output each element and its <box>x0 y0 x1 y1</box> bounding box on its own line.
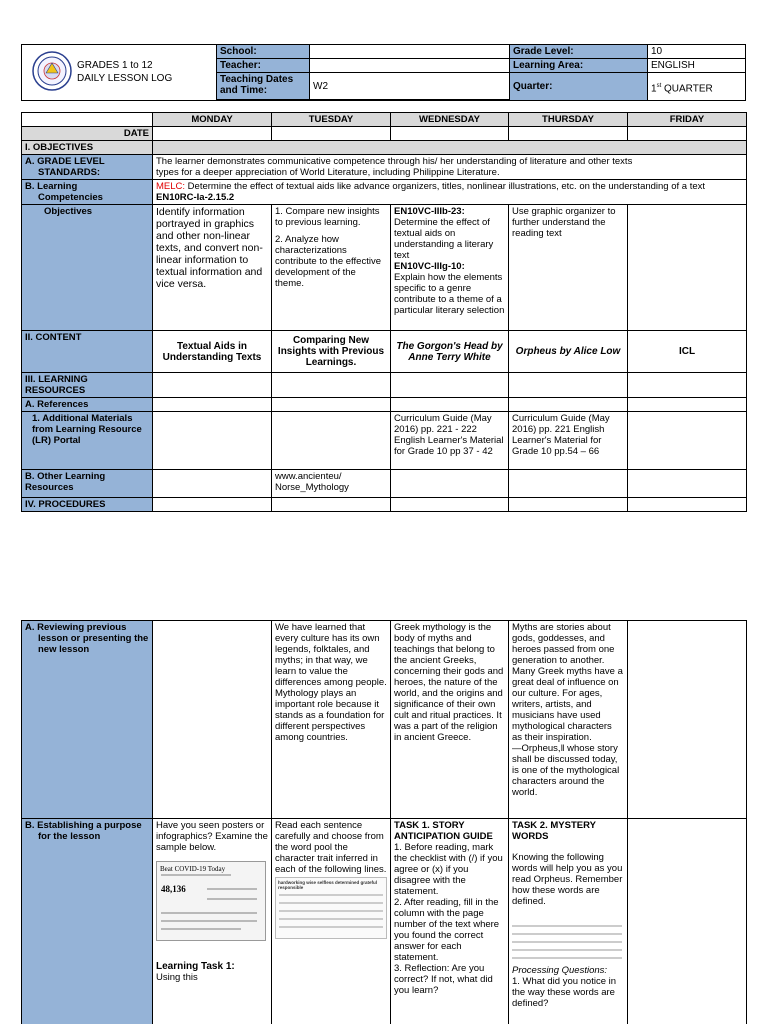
word-pool-line <box>279 910 383 912</box>
purpose-wed-task: TASK 1. STORY ANTICIPATION GUIDE <box>394 820 493 842</box>
add-fri <box>628 412 747 470</box>
dates-value: W2 <box>310 73 510 100</box>
objectives-wed-text2: Explain how the elements specific to a genre contribute to a theme of a particular literary selection <box>394 272 505 316</box>
objectives-heading: I. OBJECTIVES <box>22 141 153 155</box>
purpose-row <box>22 819 747 1024</box>
proc-thu <box>509 498 628 512</box>
content-tue-text: Comparing New Insights with Previous Learnings <box>277 335 385 368</box>
objectives-heading-fill <box>153 141 747 155</box>
other-resources-row <box>22 470 747 498</box>
objectives-wed-code1: EN10VC-IIIb-23: <box>394 206 465 217</box>
date-wed <box>391 127 509 141</box>
grade-standards-text-1: The learner demonstrates communicative competence through his/ her understanding of literature and other texts <box>156 156 633 167</box>
proc-wed <box>391 498 509 512</box>
purpose-mon-task: Learning Task 1: <box>156 961 235 972</box>
content-row <box>22 331 747 373</box>
grade-standards-label-2: STANDARDS: <box>38 167 101 178</box>
mystery-word-line <box>512 941 622 943</box>
grade-standards-text-2: types for a deeper appreciation of World Literature, including Philippine Literature. <box>156 167 500 178</box>
other-tue-line2: Norse_Mythology <box>275 482 349 493</box>
purpose-tue-text: Read each sentence carefully and choose from the word pool the character trait inferred in each of the following lines. <box>275 820 387 875</box>
objectives-row <box>22 205 747 331</box>
header-title <box>77 59 172 85</box>
res-thu <box>509 373 628 398</box>
add-thu: Curriculum Guide (May 2016) pp. 221 English Learner's Material for Grade 10 pp.54 – 66 <box>509 412 628 470</box>
date-tue <box>272 127 391 141</box>
lesson-log-table <box>21 112 747 512</box>
melc-line <box>156 181 743 192</box>
melc-code: EN10RC-Ia-2.15.2 <box>156 192 235 203</box>
processing-questions-label: Processing Questions: <box>512 965 608 976</box>
word-pool-line <box>279 926 383 928</box>
day-wednesday: WEDNESDAY <box>391 113 509 127</box>
review-fri <box>628 621 747 819</box>
infographic-image <box>156 861 266 941</box>
competencies-label-2: Competencies <box>38 192 103 203</box>
review-label: A. Reviewing previous lesson or presenting the new lesson <box>22 621 153 819</box>
objectives-mon: Identify information portrayed in graphics and other non-linear texts, and convert non-linear information to textual information and vice versa. <box>153 205 272 331</box>
melc-cell <box>153 180 747 205</box>
grade-standards-row <box>22 155 747 180</box>
quarter-suffix: st <box>656 83 662 89</box>
date-mon <box>153 127 272 141</box>
day-monday: MONDAY <box>153 113 272 127</box>
content-heading: II. CONTENT <box>22 331 153 373</box>
ref-tue <box>272 398 391 412</box>
procedures-heading: IV. PROCEDURES <box>22 498 153 512</box>
grade-standards-label-1: A. GRADE LEVEL <box>25 156 105 167</box>
day-thursday: THURSDAY <box>509 113 628 127</box>
resources-heading: III. LEARNING RESOURCES <box>22 373 153 398</box>
other-tue-line1: www.ancienteu/ <box>275 471 342 482</box>
competencies-row <box>22 180 747 205</box>
ref-thu <box>509 398 628 412</box>
purpose-mon <box>153 819 272 1024</box>
quarter-value <box>648 73 746 100</box>
infographic-bar <box>161 912 257 914</box>
word-pool-line <box>279 918 383 920</box>
review-row <box>22 621 747 819</box>
mystery-word-line <box>512 957 622 959</box>
title-line-1: GRADES 1 to 12 <box>77 60 153 71</box>
quarter-number: 1 <box>651 83 657 95</box>
additional-materials-row <box>22 412 747 470</box>
purpose-mon-text: Have you seen posters or infographics? Examine the sample below. <box>156 820 268 853</box>
infographic-bar <box>161 920 257 922</box>
title-line-2: DAILY LESSON LOG <box>77 73 173 84</box>
melc-tag: MELC: <box>156 181 186 192</box>
resources-heading-row <box>22 373 747 398</box>
word-pool-line <box>279 894 383 896</box>
other-fri <box>628 470 747 498</box>
purpose-wed <box>391 819 509 1024</box>
other-thu <box>509 470 628 498</box>
date-fri <box>628 127 747 141</box>
dates-label <box>217 73 310 100</box>
area-label: Learning Area: <box>510 59 648 73</box>
review-thu: Myths are stories about gods, goddesses, and heroes passed from one generation to another. Many Greek myths have a great deal of influence on our culture. For ages, writers, artists, and musicians have used mythological characters as their inspiration. ―Orpheus,‖ whose story shall be discussed today, is one of the mythological characters around the world. <box>509 621 628 819</box>
deped-seal-icon <box>32 51 72 91</box>
other-resources-label: B. Other Learning Resources <box>22 470 153 498</box>
objectives-wed-text1: Determine the effect of textual aids on understanding a literary text <box>394 217 494 261</box>
objectives-tue <box>272 205 391 331</box>
word-pool-image <box>275 877 387 939</box>
quarter-label: Quarter: <box>510 73 648 100</box>
proc-fri <box>628 498 747 512</box>
header-block <box>21 44 746 101</box>
infographic-title: Beat COVID-19 Today <box>160 865 226 873</box>
content-mon: Textual Aids in Understanding Texts <box>153 331 272 373</box>
objectives-wed-code2: EN10VC-IIIg-10: <box>394 261 465 272</box>
other-wed <box>391 470 509 498</box>
res-fri <box>628 373 747 398</box>
other-tue <box>272 470 391 498</box>
grade-label: Grade Level: <box>510 45 648 59</box>
mystery-word-line <box>512 925 622 927</box>
word-pool-line <box>279 902 383 904</box>
content-wed: The Gorgon's Head by Anne Terry White <box>391 331 509 373</box>
grade-standards-label <box>22 155 153 180</box>
other-mon <box>153 470 272 498</box>
date-thu <box>509 127 628 141</box>
mystery-word-line <box>512 933 622 935</box>
quarter-text: QUARTER <box>661 83 713 95</box>
add-mon <box>153 412 272 470</box>
objectives-tue-1: 1. Compare new insights to previous learning. <box>275 206 380 228</box>
proc-mon <box>153 498 272 512</box>
teacher-value <box>310 59 510 73</box>
review-mon <box>153 621 272 819</box>
corner-cell <box>22 113 153 127</box>
ref-mon <box>153 398 272 412</box>
school-label: School: <box>217 45 310 59</box>
objectives-tue-2: 2. Analyze how characterizations contribute to the effective development of the theme. <box>275 234 381 289</box>
procedures-row <box>22 498 747 512</box>
res-mon <box>153 373 272 398</box>
day-tuesday: TUESDAY <box>272 113 391 127</box>
dates-label-line2: and Time: <box>220 85 268 96</box>
purpose-fri <box>628 819 747 1024</box>
content-thu: Orpheus by Alice Low <box>509 331 628 373</box>
dates-label-line1: Teaching Dates <box>220 74 294 85</box>
objectives-wed <box>391 205 509 331</box>
purpose-wed-text: 1. Before reading, mark the checklist with (/) if you agree or (x) if you disagree with the statement. 2. After reading, fill in the column with the page number of the text where you found the correct answer for each statement. 3. Reflection: Are you correct? If not, what did you learn? <box>394 842 503 996</box>
purpose-label: B. Establishing a purpose for the lesson <box>22 819 153 1024</box>
date-label: DATE <box>22 127 153 141</box>
ref-wed <box>391 398 509 412</box>
grade-standards-text <box>153 155 747 180</box>
day-friday: FRIDAY <box>628 113 747 127</box>
res-wed <box>391 373 509 398</box>
infographic-bar <box>161 928 241 930</box>
add-wed: Curriculum Guide (May 2016) pp. 221 - 222 English Learner's Material for Grade 10 pp 37 - 42 <box>391 412 509 470</box>
mystery-words-list <box>512 925 624 959</box>
objectives-label: Objectives <box>22 205 153 331</box>
header-title-cell <box>22 45 217 100</box>
add-tue <box>272 412 391 470</box>
infographic-bar <box>207 888 257 890</box>
competencies-label <box>22 180 153 205</box>
processing-question-1: 1. What did you notice in the way these words are defined? <box>512 976 617 1009</box>
grade-value: 10 <box>648 45 746 59</box>
objectives-fri <box>628 205 747 331</box>
purpose-mon-task-rest: Using this <box>156 972 198 983</box>
area-value: ENGLISH <box>648 59 746 73</box>
infographic-bar <box>161 874 231 876</box>
mystery-word-line <box>512 949 622 951</box>
purpose-thu-text: Knowing the following words will help you as you read Orpheus. Remember how these words are defined. <box>512 852 623 907</box>
objectives-thu: Use graphic organizer to further understand the reading text <box>509 205 628 331</box>
review-tue: We have learned that every culture has its own legends, folktales, and myths; in that way, we learn to value the differences among people. Mythology plays an important role because it stands as a foundation for different perspectives among countries. <box>272 621 391 819</box>
purpose-tue <box>272 819 391 1024</box>
word-pool-text: hardworking wise selfless determined grateful responsible <box>278 880 378 890</box>
content-tue <box>272 331 391 373</box>
review-wed: Greek mythology is the body of myths and teachings that belong to the ancient Greeks, concerning their gods and heroes, the nature of the world, and the origins and significance of their own cult and ritual practices. It was a part of the religion in ancient Greece. <box>391 621 509 819</box>
res-tue <box>272 373 391 398</box>
infographic-number: 48,136 <box>161 884 186 894</box>
additional-materials-label: 1. Additional Materials from Learning Resource (LR) Portal <box>22 412 153 470</box>
objectives-heading-row <box>22 141 747 155</box>
date-row <box>22 127 747 141</box>
teacher-label: Teacher: <box>217 59 310 73</box>
content-tue-dot: . <box>353 357 357 368</box>
school-value <box>310 45 510 59</box>
procedures-table <box>21 620 747 1024</box>
purpose-thu <box>509 819 628 1024</box>
melc-text: Determine the effect of textual aids like advance organizers, titles, nonlinear illustrations, etc. on the understanding of a text <box>185 181 706 192</box>
purpose-thu-task: TASK 2. MYSTERY WORDS <box>512 820 596 842</box>
infographic-bar <box>207 898 257 900</box>
proc-tue <box>272 498 391 512</box>
competencies-label-1: B. Learning <box>25 181 78 192</box>
references-row <box>22 398 747 412</box>
content-fri: ICL <box>628 331 747 373</box>
ref-fri <box>628 398 747 412</box>
day-header-row <box>22 113 747 127</box>
references-label: A. References <box>22 398 153 412</box>
